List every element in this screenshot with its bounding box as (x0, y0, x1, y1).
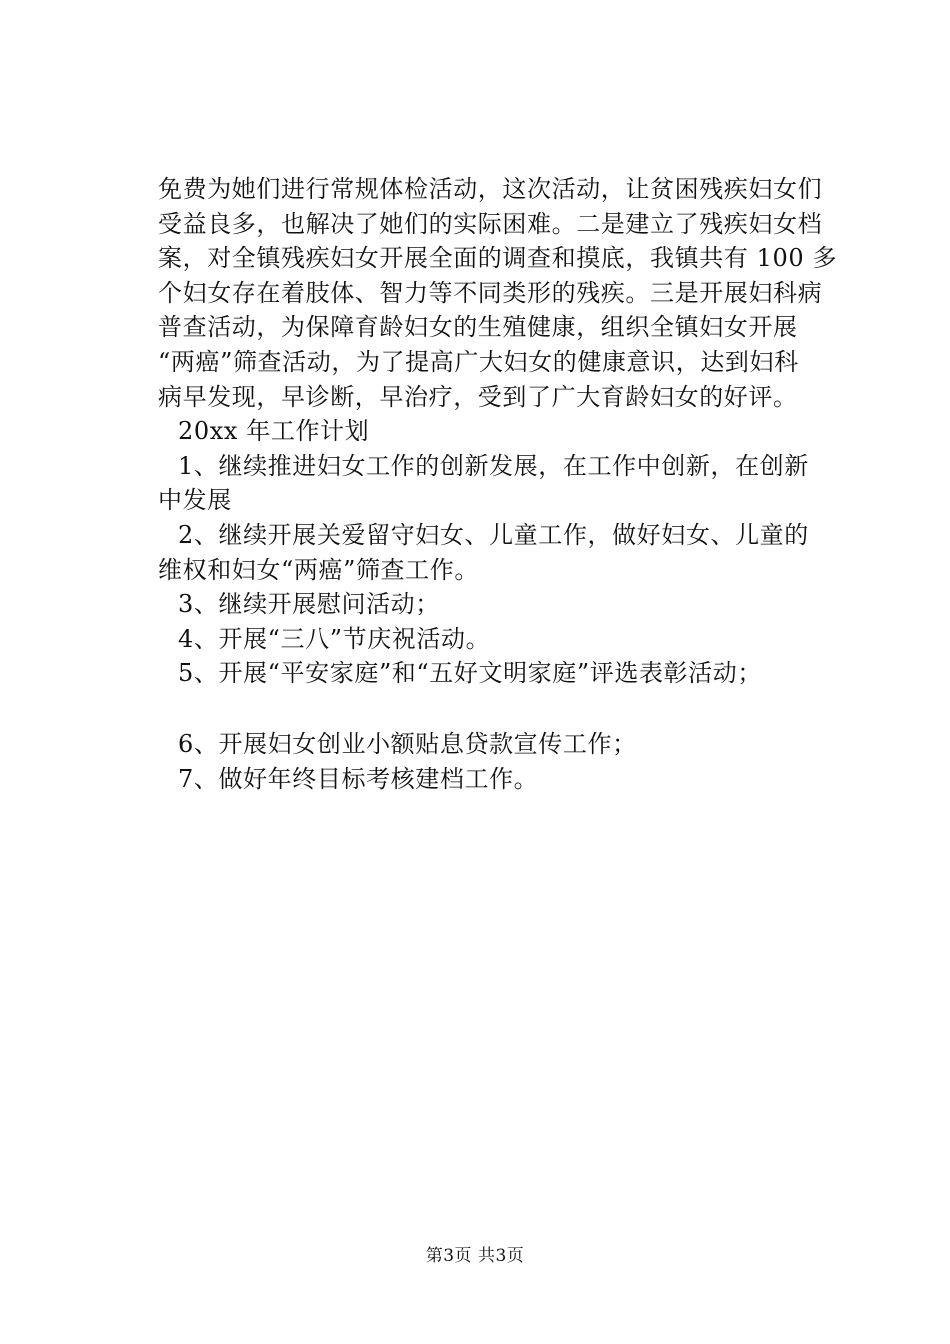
paragraph-line: 个妇女存在着肢体、智力等不同类形的残疾。三是开展妇科病 (158, 278, 823, 307)
plan-item-4: 4、开展“三八”节庆祝活动。 (178, 624, 491, 653)
paragraph-line: 免费为她们进行常规体检活动，这次活动，让贫困残疾妇女们 (158, 175, 823, 203)
paragraph-line: “两癌”筛查活动，为了提高广大妇女的健康意识，达到妇科 (158, 347, 799, 376)
paragraph-line: 受益良多，也解决了她们的实际困难。二是建立了残疾妇女档 (158, 209, 823, 238)
paragraph-line: 普查活动，为保障育龄妇女的生殖健康，组织全镇妇女开展 (158, 313, 798, 342)
blank-line (158, 691, 838, 727)
plan-item-2: 2、继续开展关爱留守妇女、儿童工作，做好妇女、儿童的 (178, 520, 809, 549)
plan-item-1-continuation: 中发展 (158, 486, 232, 515)
plan-item-5: 5、开展“平安家庭”和“五好文明家庭”评选表彰活动； (178, 659, 762, 688)
page-footer: 第3页 共3页 (425, 1246, 525, 1266)
plan-item-6: 6、开展妇女创业小额贴息贷款宣传工作； (178, 729, 637, 758)
plan-item-2-continuation: 维权和妇女“两癌”筛查工作。 (158, 555, 479, 584)
document-body (158, 172, 838, 796)
plan-heading: 20xx 年工作计划 (178, 417, 370, 446)
paragraph-line: 病早发现，早诊断，早治疗，受到了广大育龄妇女的好评。 (158, 382, 798, 411)
plan-item-7: 7、做好年终目标考核建档工作。 (178, 764, 539, 793)
plan-item-1: 1、继续推进妇女工作的创新发展，在工作中创新，在创新 (178, 451, 809, 480)
paragraph-line: 案，对全镇残疾妇女开展全面的调查和摸底，我镇共有 100 多 (158, 244, 838, 273)
plan-item-3: 3、继续开展慰问活动； (178, 590, 440, 619)
